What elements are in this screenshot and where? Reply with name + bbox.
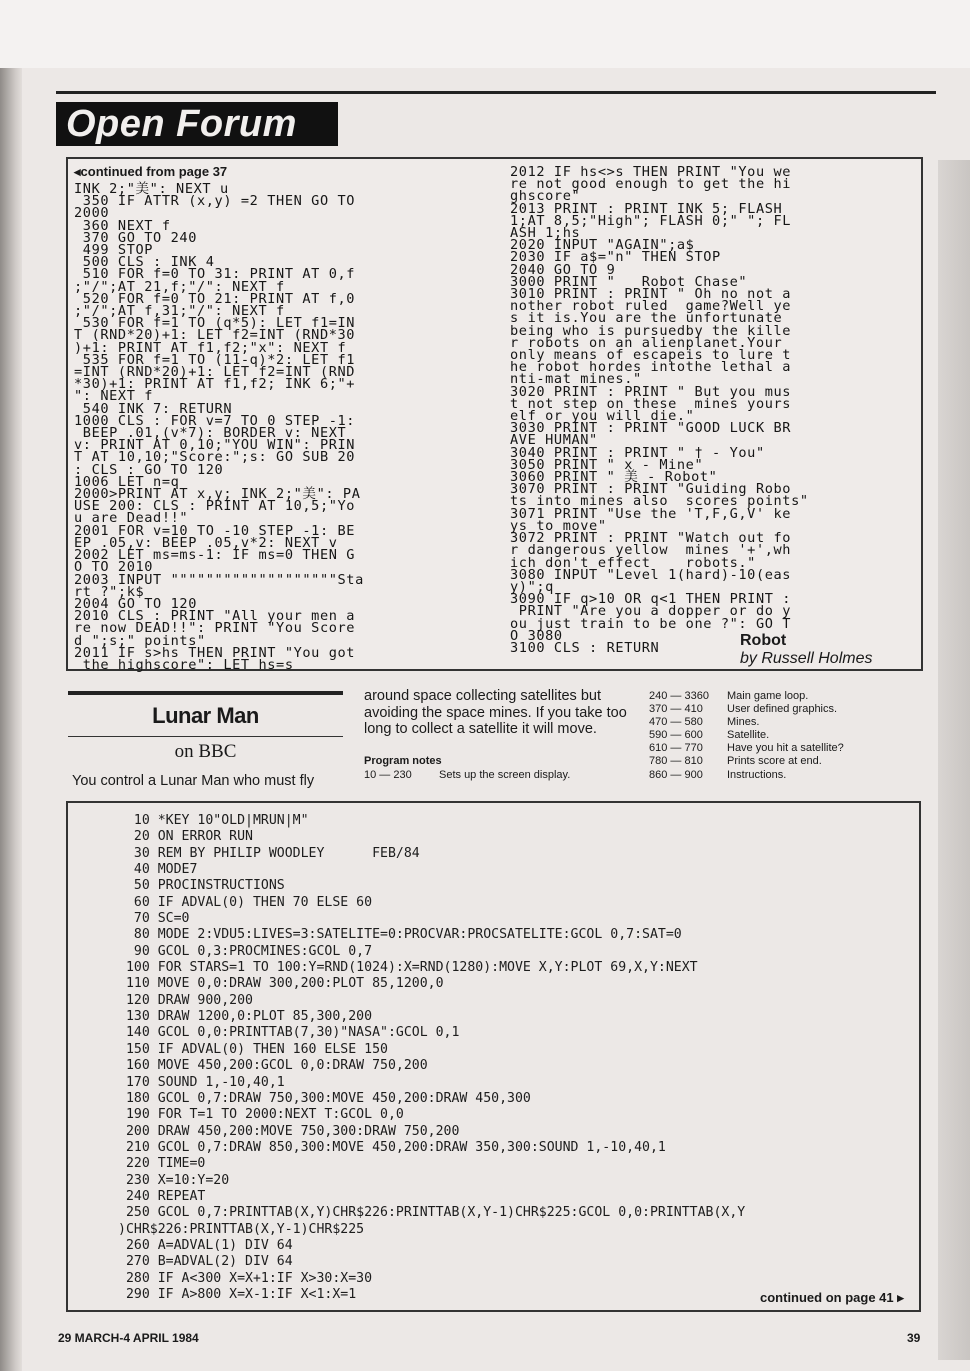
code-line: 280 IF A<300 X=X+1:IF X>30:X=30	[118, 1270, 373, 1286]
code-line: he robot hordes intothe lethal a	[510, 359, 792, 376]
code-line: 270 B=ADVAL(2) DIV 64	[118, 1254, 293, 1270]
code-line: 2011 IF s>hs THEN PRINT "You got	[74, 644, 356, 661]
code-line: 3080 INPUT "Level 1(hard)-10(eas	[510, 566, 792, 583]
code-line: 210 GCOL 0,7:DRAW 850,300:MOVE 450,200:DRAW 350,300:SOUND 1,-10,40,1	[118, 1139, 666, 1155]
issue-date: 29 MARCH-4 APRIL 1984	[58, 1331, 199, 1345]
program-note-desc: Mines.	[727, 716, 760, 729]
continued-to-label: continued on page 41 ▸	[760, 1290, 904, 1305]
code-line: 100 FOR STARS=1 TO 100:Y=RND(1024):X=RND(1280):MOVE X,Y:PLOT 69,X,Y:NEXT	[118, 960, 698, 976]
program-note-desc: Sets up the screen display.	[439, 769, 571, 781]
code-line: re now DEAD!!": PRINT "You Score	[74, 620, 356, 637]
program-note-range: 780 — 810	[649, 755, 703, 768]
lunar-man-title: Lunar Man	[152, 703, 259, 728]
code-line: 3040 PRINT : PRINT " † - You"	[510, 444, 765, 461]
code-line: )CHR$226:PRINTTAB(X,Y-1)CHR$225	[118, 1221, 365, 1237]
code-line: 2002 LET ms=ms-1: IF ms=0 THEN G	[74, 547, 356, 564]
code-line: s it is.You are the unfortunate	[510, 310, 783, 327]
code-line: 220 TIME=0	[118, 1156, 206, 1172]
program-note-desc: Prints score at end.	[727, 755, 822, 768]
code-line: 190 FOR T=1 TO 2000:NEXT T:GCOL 0,0	[118, 1107, 404, 1123]
code-line: ;"/";AT f,31;"/": NEXT f	[74, 303, 285, 320]
code-line: 3071 PRINT "Use the 'T,F,G,V' ke	[510, 505, 792, 522]
robot-program-author: by Russell Holmes	[740, 650, 873, 667]
code-line: 2004 GO TO 120	[74, 595, 197, 612]
program-note-desc: Main game loop.	[727, 690, 809, 702]
program-note-range: 590 — 600	[649, 729, 703, 742]
code-line: elf or you will die."	[510, 408, 695, 425]
lunar-man-subtitle: on BBC	[174, 741, 237, 762]
lunar-heading-rule	[68, 691, 343, 695]
code-line: 2000	[74, 205, 110, 222]
code-line: u are Dead!!"	[74, 510, 189, 527]
code-line: 3090 IF q>10 OR q<1 THEN PRINT :	[510, 591, 792, 608]
code-line: 140 GCOL 0,0:PRINTTAB(7,30)"NASA":GCOL 0,1	[118, 1025, 460, 1041]
code-line: being who is pursuedby the kille	[510, 322, 792, 339]
code-line: r robots on an alienplanet.Your	[510, 334, 783, 351]
program-notes-heading: Program notes	[364, 755, 442, 767]
code-line: y)";q	[510, 578, 554, 595]
lunar-intro-part2: around space collecting satellites but avoiding the space mines. If you take too long to collect a satellite it will move.	[364, 688, 627, 737]
program-note-row	[649, 716, 844, 729]
code-line: 60 IF ADVAL(0) THEN 70 ELSE 60	[118, 894, 373, 910]
code-line: T (RND*20)+1: LET f2=INT (RND*30	[74, 327, 356, 344]
page-top-margin	[0, 0, 970, 68]
code-line: only means of escapeis to lure t	[510, 347, 792, 364]
code-line: 2000>PRINT AT x,y; INK 2;"美": PA	[74, 486, 361, 503]
program-note-range: 470 — 580	[649, 716, 703, 729]
code-line: 30 REM BY PHILIP WOODLEY FEB/84	[118, 845, 420, 861]
code-line: nother robot ruled game?Well ye	[510, 298, 792, 315]
code-line: 80 MODE 2:VDU5:LIVES=3:SATELITE=0:PROCVAR:PROCSATELITE:GCOL 0,7:SAT=0	[118, 927, 682, 943]
code-line: O TO 2010	[74, 559, 154, 576]
program-note-row	[649, 729, 844, 742]
program-note-range: 610 — 770	[649, 742, 703, 755]
code-line: EP .05,v: BEEP .05,v*2: NEXT v	[74, 534, 338, 551]
code-line: 130 DRAW 1200,0:PLOT 85,300,200	[118, 1009, 373, 1025]
code-line: 500 CLS : INK 4	[74, 254, 215, 271]
code-line: 50 PROCINSTRUCTIONS	[118, 878, 285, 894]
program-note-desc: User defined graphics.	[727, 703, 838, 716]
code-line: 499 STOP	[74, 242, 154, 259]
code-line: 3010 PRINT : PRINT " Oh no not a	[510, 286, 792, 303]
code-line: BEEP .01,(v*7): BORDER v: NEXT	[74, 425, 347, 442]
code-line: ": NEXT f	[74, 388, 154, 405]
code-line: INK 2;"美": NEXT u	[74, 181, 229, 197]
code-line: v: PRINT AT 0,10;"YOU WIN": PRIN	[74, 437, 356, 454]
code-line: r dangerous yellow mines '+',wh	[510, 542, 792, 559]
code-line: 3030 PRINT : PRINT "GOOD LUCK BR	[510, 420, 792, 437]
robot-code-column-right	[510, 166, 809, 654]
code-line: 40 MODE7	[118, 862, 198, 878]
code-line: 260 A=ADVAL(1) DIV 64	[118, 1237, 293, 1253]
code-line: 120 DRAW 900,200	[118, 992, 253, 1008]
program-note-row	[649, 690, 844, 703]
code-line: 170 SOUND 1,-10,40,1	[118, 1074, 285, 1090]
section-banner: Open Forum	[56, 102, 338, 146]
code-line: 2020 INPUT "AGAIN";a$	[510, 237, 695, 254]
code-line: 290 IF A>800 X=X-1:IF X<1:X=1	[118, 1286, 357, 1302]
code-line: 510 FOR f=0 TO 31: PRINT AT 0,f	[74, 266, 356, 283]
code-line: 520 FOR f=0 TO 21: PRINT AT f,0	[74, 290, 356, 307]
program-note-row	[649, 755, 844, 768]
code-line: 10 *KEY 10"OLD|MRUN|M"	[118, 813, 309, 828]
code-line: ASH 1;hs	[510, 225, 581, 242]
code-line: )+1: PRINT AT f1,f2;"x": NEXT f	[74, 339, 347, 356]
code-line: T AT 10,10;"Score:";s: GO SUB 20	[74, 449, 356, 466]
program-note-desc: Satellite.	[727, 729, 770, 742]
code-line: d ";s;" points"	[74, 632, 206, 649]
binding-spine	[0, 68, 22, 1371]
program-note-row	[649, 742, 844, 755]
code-line: : CLS : GO TO 120	[74, 461, 224, 478]
code-line: PRINT "Are you a dopper or do y	[510, 603, 792, 620]
program-note-row	[649, 769, 844, 782]
code-line: 1000 CLS : FOR v=7 TO 0 STEP -1:	[74, 412, 356, 429]
code-line: 3000 PRINT " Robot Chase"	[510, 273, 748, 290]
code-line: 1;AT 8,5;"High"; FLASH 0;" "; FL	[510, 212, 792, 229]
code-line: 110 MOVE 0,0:DRAW 300,200:PLOT 85,1200,0	[118, 976, 444, 992]
code-line: USE 200: CLS : PRINT AT 10,5;"Yo	[74, 498, 356, 515]
code-line: =INT (RND*20)+1: LET f2=INT (RND	[74, 364, 356, 381]
code-line: 230 X=10:Y=20	[118, 1172, 230, 1188]
code-line: 180 GCOL 0,7:DRAW 750,300:MOVE 450,200:DRAW 450,300	[118, 1090, 531, 1106]
program-notes-list	[649, 690, 844, 782]
program-note-row	[649, 703, 844, 716]
code-line: ou just train to be one ?": GO T	[510, 615, 792, 632]
code-line: 535 FOR f=1 TO (11-q)*2: LET f1	[74, 351, 356, 368]
code-line: ich don't effect robots."	[510, 554, 756, 571]
code-line: O 3080	[510, 627, 563, 644]
program-note-desc: Have you hit a satellite?	[727, 742, 844, 755]
code-line: 200 DRAW 450,200:MOVE 750,300:DRAW 750,200	[118, 1123, 460, 1139]
program-note-range: 860 — 900	[649, 768, 703, 781]
code-line: 150 IF ADVAL(0) THEN 160 ELSE 150	[118, 1041, 388, 1057]
code-line: 1006 LET n=q	[74, 473, 180, 490]
code-line: 2030 IF a$="n" THEN STOP	[510, 249, 721, 266]
lunar-intro-part1: You control a Lunar Man who must fly	[72, 773, 315, 789]
code-line: 2012 IF hs<>s THEN PRINT "You we	[510, 164, 792, 180]
code-line: ys to move"	[510, 517, 607, 534]
robot-code-column-left	[74, 183, 364, 671]
program-note-row	[364, 769, 570, 781]
code-line: re not good enough to get the hi	[510, 176, 792, 193]
code-line: 3060 PRINT " 美 - Robot"	[510, 469, 718, 486]
code-line: 90 GCOL 0,3:PROCMINES:GCOL 0,7	[118, 943, 373, 959]
code-line: t not step on these mines yours	[510, 395, 792, 412]
lunar-subheading-rule	[68, 736, 343, 737]
code-line: 2010 CLS : PRINT "All your men a	[74, 608, 356, 625]
code-line: 3100 CLS : RETURN	[510, 639, 660, 656]
program-note-range: 10 — 230	[364, 769, 412, 781]
code-line: 3070 PRINT : PRINT "Guiding Robo	[510, 481, 792, 498]
code-line: ;"/";AT 21,f;"/": NEXT f	[74, 278, 285, 295]
code-line: 20 ON ERROR RUN	[118, 829, 253, 845]
code-line: 3050 PRINT " x - Mine"	[510, 456, 704, 473]
code-line: rt ?";k$	[74, 583, 145, 600]
program-note-range: 370 — 410	[649, 703, 703, 716]
code-line: 540 INK 7: RETURN	[74, 400, 233, 417]
code-line: 2040 GO TO 9	[510, 261, 616, 278]
lunar-man-code-listing	[118, 813, 745, 1303]
code-line: 70 SC=0	[118, 911, 190, 927]
code-line: 530 FOR f=1 TO (q*5): LET f1=IN	[74, 315, 356, 332]
code-line: 240 REPEAT	[118, 1188, 206, 1204]
code-line: 250 GCOL 0,7:PRINTTAB(X,Y)CHR$226:PRINTTAB(X,Y-1)CHR$225:GCOL 0,0:PRINTTAB(X,Y	[118, 1205, 746, 1221]
adjacent-page-edge	[938, 160, 970, 1360]
program-note-desc: Instructions.	[727, 768, 787, 781]
code-line: 370 GO TO 240	[74, 229, 197, 246]
code-line: 350 IF ATTR (x,y) =2 THEN GO TO	[74, 193, 356, 210]
code-line: AVE HUMAN"	[510, 432, 598, 449]
code-line: 2003 INPUT """""""""""""""""""Sta	[74, 571, 364, 588]
continued-from-label: ◂continued from page 37	[74, 164, 228, 179]
code-line: 3072 PRINT : PRINT "Watch out fo	[510, 530, 792, 547]
robot-program-title: Robot	[740, 632, 787, 649]
code-line: 160 MOVE 450,200:GCOL 0,0:DRAW 750,200	[118, 1058, 428, 1074]
code-line: ghscore"	[510, 188, 581, 205]
code-line: 3020 PRINT : PRINT " But you mus	[510, 383, 792, 400]
code-line: ts into mines also scores points"	[510, 493, 809, 510]
code-line: *30)+1: PRINT AT f1,f2; INK 6;"+	[74, 376, 356, 393]
program-note-range: 240 — 3360	[649, 690, 709, 702]
code-line: nti-mat mines."	[510, 371, 642, 388]
code-line: 360 NEXT f	[74, 217, 171, 234]
code-line: 2001 FOR v=10 TO -10 STEP -1: BE	[74, 522, 356, 539]
code-line: 2013 PRINT : PRINT INK 5; FLASH	[510, 200, 783, 217]
header-rule	[56, 91, 936, 94]
code-line: the highscore": LET hs=s	[74, 656, 294, 673]
page-number: 39	[907, 1331, 921, 1345]
